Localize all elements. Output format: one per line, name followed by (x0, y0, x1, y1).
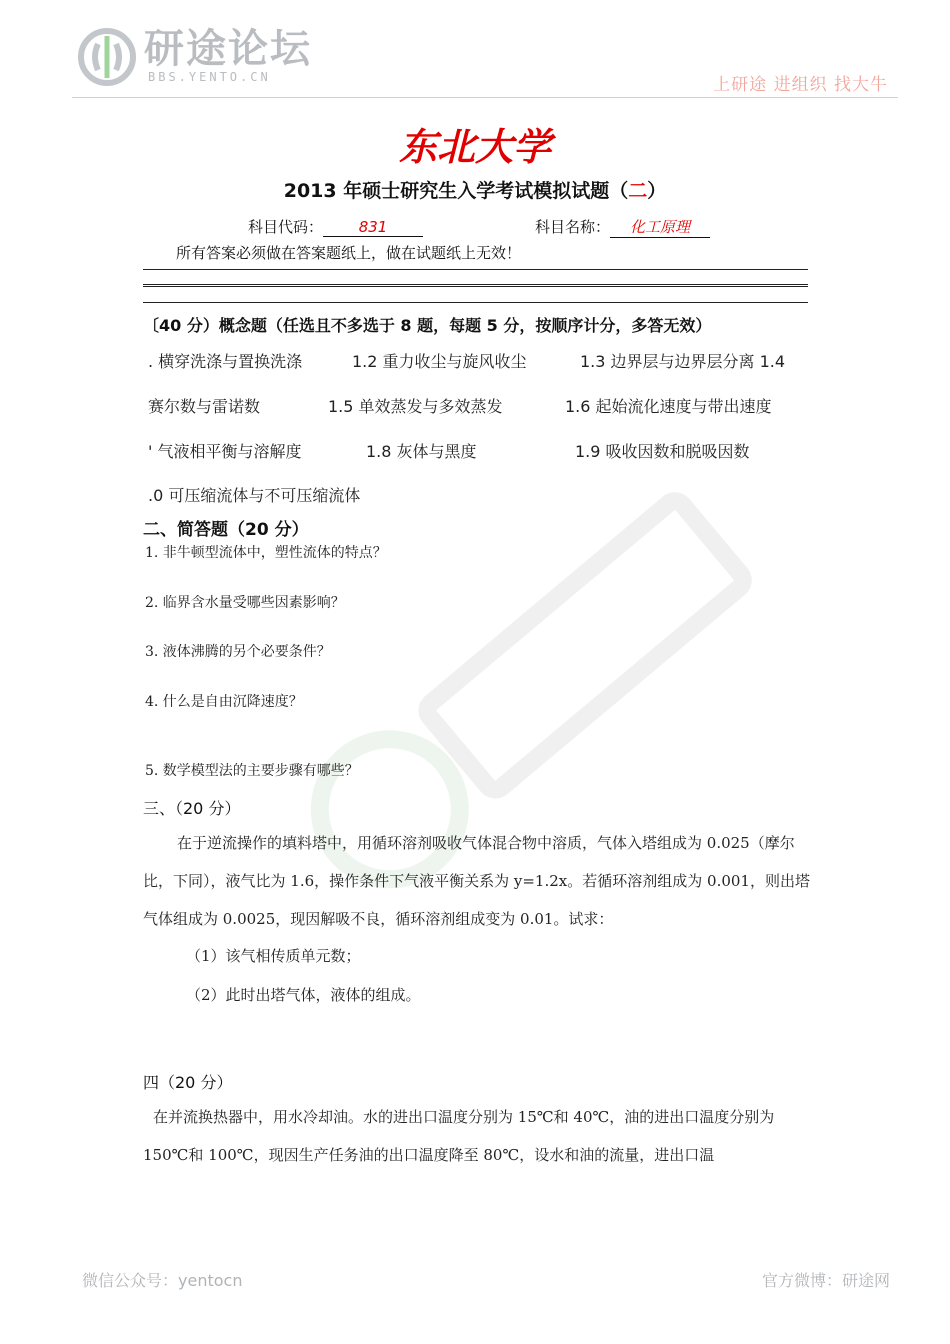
question-item: 4. 什么是自由沉降速度？ (145, 694, 303, 710)
subject-code-value: 831 (323, 218, 423, 237)
subject-name-value: 化工原理 (610, 216, 710, 238)
question-item: 2. 临界含水量受哪些因素影响？ (145, 595, 345, 611)
logo-mark-icon (78, 28, 136, 86)
concept-item: 1.2 重力收尘与旋风收尘 (352, 352, 527, 371)
footer-weibo: 官方微博：研途网 (761, 1271, 890, 1290)
site-logo[interactable] (78, 26, 338, 88)
concept-item: 1.5 单效蒸发与多效蒸发 (328, 397, 503, 416)
question-item: 1. 非牛顿型流体中，塑性流体的特点？ (145, 545, 387, 561)
section3-heading: 三、（20 分） (143, 799, 241, 818)
section4-text: 在并流换热器中，用水冷却油。水的进出口温度分别为 15℃和 40℃，油的进出口温度分别为 150℃和 100℃，现因生产任务油的出口温度降至 80℃，设水和油的流量，进出口温 (143, 1108, 775, 1164)
logo-subtext: BBS.YENTO.CN (148, 70, 271, 84)
concept-item: ' 气液相平衡与溶解度 (148, 442, 302, 461)
subject-name-field (535, 216, 710, 238)
section2-heading: 二、简答题（20 分） (143, 520, 309, 540)
title-divider-2 (143, 284, 808, 287)
concept-item: 1.3 边界层与边界层分离 1.4 (580, 352, 786, 371)
section1-heading: 〔40 分）概念题（任选且不多选于 8 题，每题 5 分，按顺序计分，多答无效） (143, 316, 712, 335)
exam-notice: 所有答案必须做在答案题纸上，做在试题纸上无效！ (176, 244, 522, 262)
section3-sub1: （1）该气相传质单元数； (186, 947, 361, 965)
section3-sub2: （2）此时出塔气体，液体的组成。 (186, 986, 421, 1004)
exam-title-mark: 二 (628, 180, 648, 202)
exam-title (0, 176, 950, 203)
concept-item: . 横穿洗涤与置换洗涤 (148, 352, 303, 371)
question-item: 3. 液体沸腾的另个必要条件？ (145, 644, 331, 660)
logo-text: 研途论坛 (144, 26, 312, 72)
concept-item: 赛尔数与雷诺数 (148, 397, 261, 416)
footer-wechat: 微信公众号：yentocn (82, 1271, 243, 1290)
concept-item: 1.8 灰体与黑度 (366, 442, 477, 461)
exam-title-prefix: 2013 年硕士研究生入学考试模拟试题（ (283, 180, 629, 202)
title-divider-3 (143, 302, 808, 303)
subject-code-field (248, 216, 423, 237)
title-divider-1 (143, 269, 808, 270)
concept-item: 1.9 吸收因数和脱吸因数 (575, 442, 750, 461)
header-divider (72, 97, 898, 98)
section4-heading: 四（20 分） (143, 1073, 233, 1092)
subject-name-label: 科目名称： (535, 218, 611, 236)
university-name: 东北大学 (398, 124, 551, 169)
exam-title-suffix: ） (647, 180, 667, 202)
section3-text: 在于逆流操作的填料塔中，用循环溶剂吸收气体混合物中溶质，气体入塔组成为 0.025（摩尔比，下同），液气比为 1.6，操作条件下气液平衡关系为 y=1.2x。若循环溶剂组成为 0.001，则出塔气体组成为 0.0025，现因解吸不良，循环溶剂组成变为 0.01。试求： (143, 834, 810, 928)
question-item: 5. 数学模型法的主要步骤有哪些？ (145, 763, 359, 779)
header-slogan: 上研途 进组织 找大牛 (713, 75, 888, 95)
concept-item: .0 可压缩流体与不可压缩流体 (148, 486, 361, 505)
concept-item: 1.6 起始流化速度与带出速度 (565, 397, 772, 416)
subject-code-label: 科目代码： (248, 218, 324, 236)
